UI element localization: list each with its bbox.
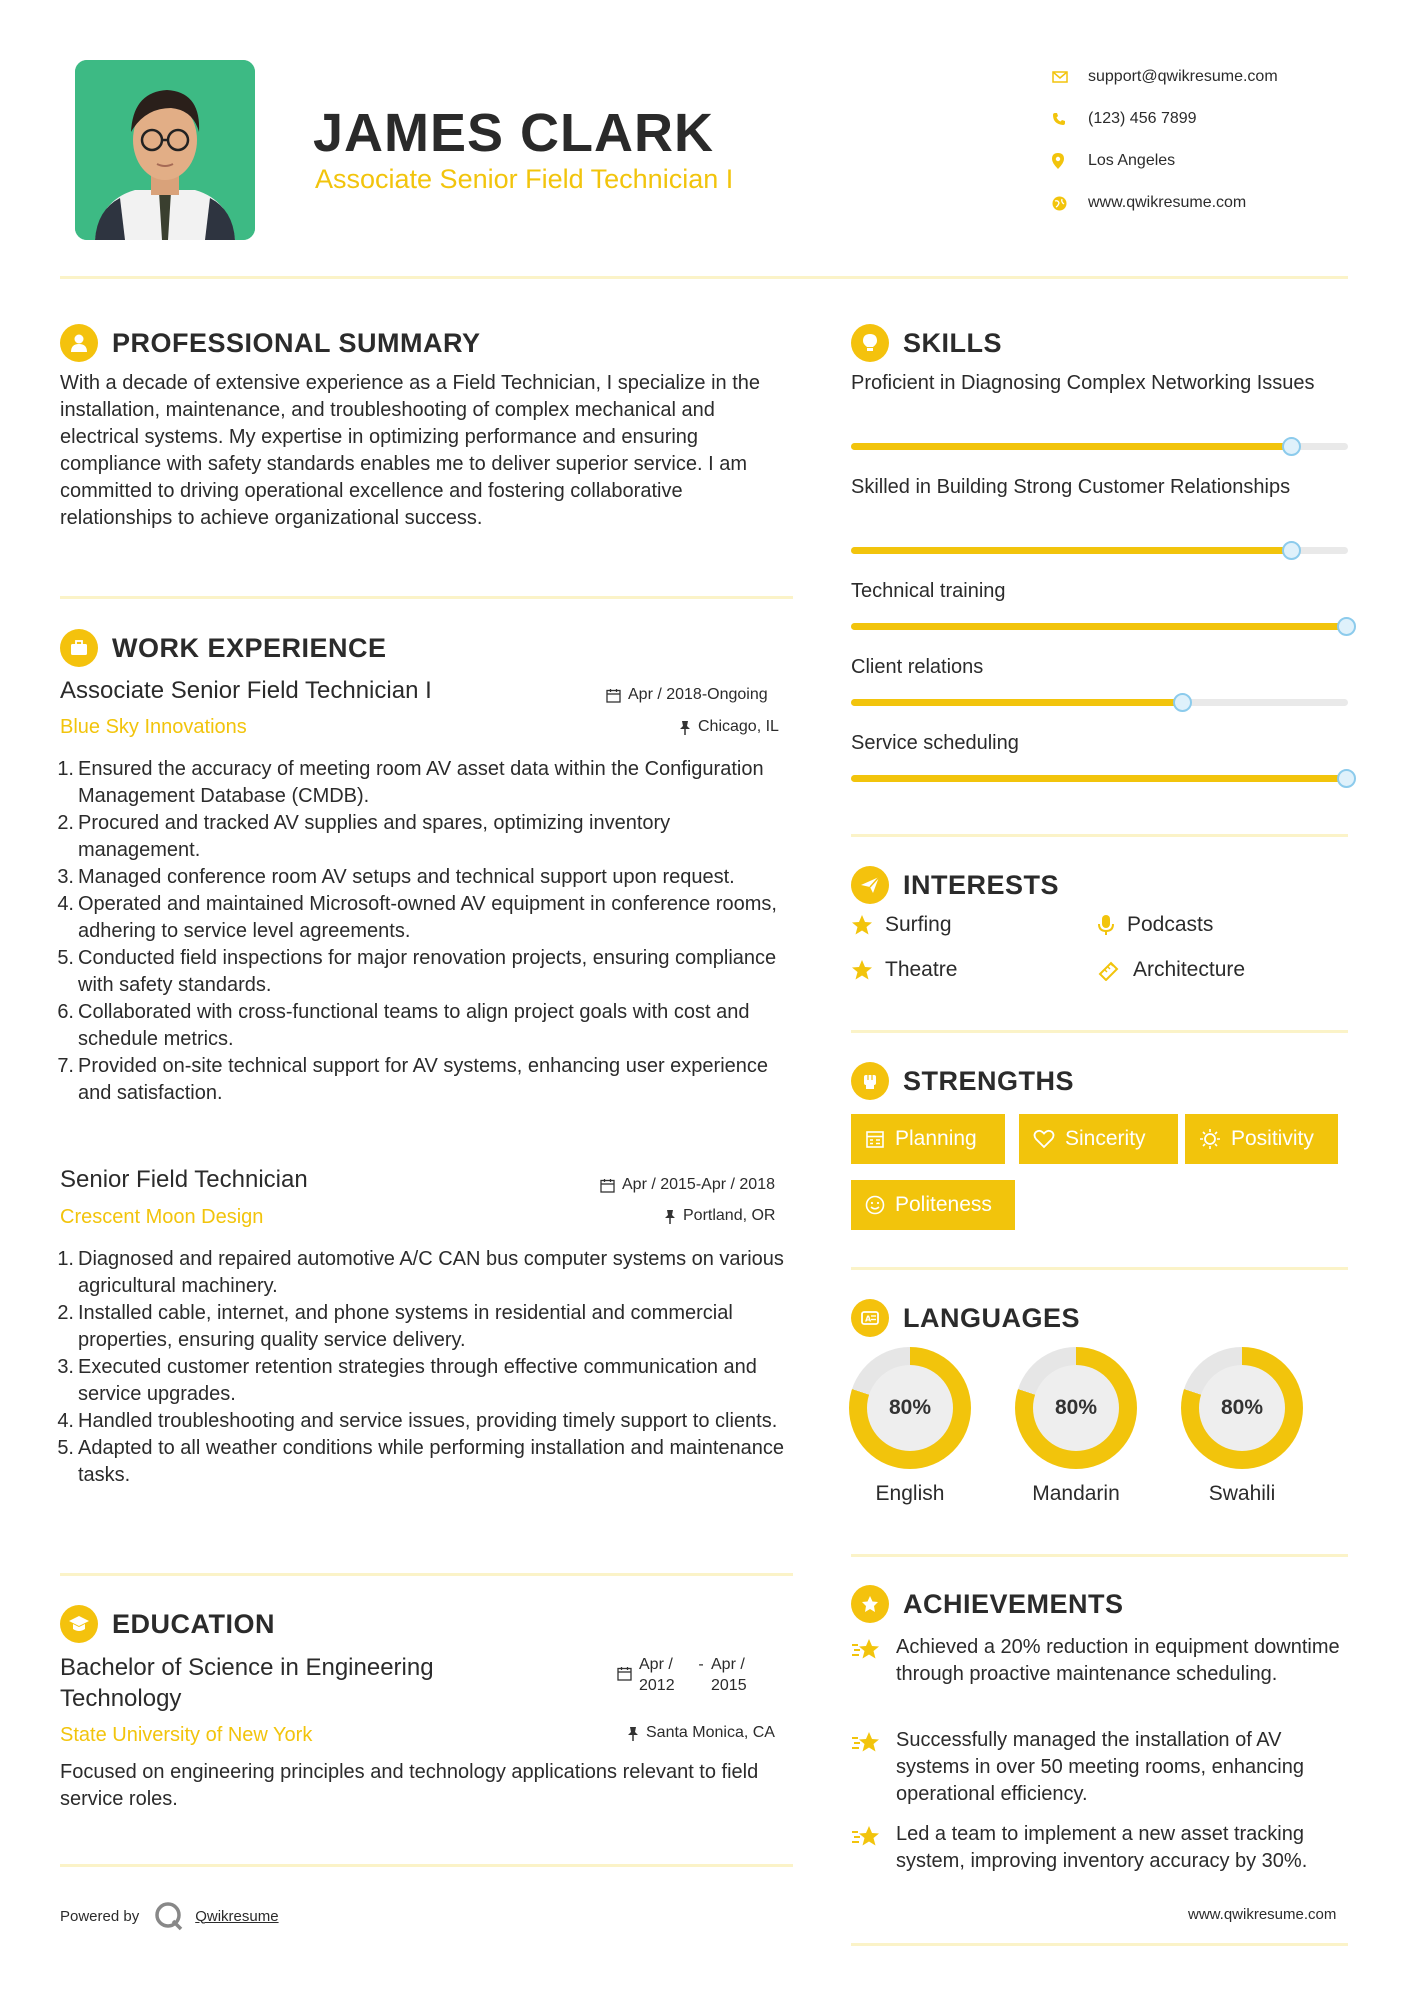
job-date-2 — [600, 1176, 775, 1194]
sun-icon — [1199, 1128, 1221, 1150]
heart-icon — [1033, 1129, 1055, 1149]
interest-theatre: Theatre — [851, 958, 957, 982]
qwikresume-link[interactable]: Qwikresume — [195, 1907, 279, 1925]
list-item: 5. Adapted to all weather conditions while performing installation and maintenance tasks. — [57, 1437, 784, 1486]
skill-name-3: Technical training — [851, 580, 1006, 602]
fist-icon — [851, 1062, 889, 1100]
skill-bar-4 — [851, 699, 1348, 706]
summary-text: With a decade of extensive experience as a Field Technician, I specialize in the installation, maintenance, and troubleshooting of complex mechanical and electrical systems. My expertise in optimizing performance and ensuring compliance with safety standards enables me to deliver superior service. I am committed to driving operational excellence and fostering collaborative relationships to achieve organizational success. — [60, 372, 761, 529]
location-pin-icon — [1050, 153, 1088, 169]
skill-bar-fill — [851, 443, 1293, 450]
pushpin-icon — [664, 1209, 676, 1224]
skill-name-4: Client relations — [851, 656, 984, 678]
interest-surfing: Surfing — [851, 913, 952, 937]
job-title-2: Senior Field Technician — [60, 1166, 308, 1193]
skill-bar-3 — [851, 623, 1348, 630]
list-item: 4. Operated and maintained Microsoft-owned AV equipment in conference rooms, adhering to service level agreements. — [57, 893, 777, 942]
powered-by — [60, 1900, 279, 1932]
summary-heading: PROFESSIONAL SUMMARY — [112, 327, 481, 358]
calendar-icon — [617, 1666, 632, 1681]
globe-icon — [1050, 196, 1088, 211]
user-icon — [60, 324, 98, 362]
contact-email[interactable] — [1050, 56, 1390, 98]
lightbulb-icon — [851, 324, 889, 362]
strength-sincerity: Sincerity — [1019, 1114, 1178, 1164]
list-item: 5. Conducted field inspections for major renovation projects, ensuring compliance with safety standards. — [57, 947, 777, 996]
language-percent-1: 80% — [867, 1365, 953, 1451]
skill-bar-fill — [851, 699, 1184, 706]
skill-bar-knob — [1282, 437, 1301, 456]
language-name-1: English — [875, 1482, 945, 1505]
experience-divider — [60, 1573, 793, 1576]
candidate-title: Associate Senior Field Technician I — [315, 164, 734, 194]
contact-phone-text: (123) 456 7899 — [1088, 110, 1197, 127]
language-ring-3 — [1181, 1347, 1303, 1469]
skill-bar-2 — [851, 547, 1348, 554]
skills-heading: SKILLS — [903, 327, 1003, 358]
interests-divider — [851, 1030, 1348, 1033]
education-divider — [60, 1864, 793, 1867]
interests-heading: INTERESTS — [903, 869, 1060, 900]
pushpin-icon — [627, 1726, 639, 1741]
summary-divider — [60, 596, 793, 599]
smile-icon — [865, 1195, 885, 1215]
paper-plane-icon — [851, 866, 889, 904]
language-ring-1 — [849, 1347, 971, 1469]
calendar-icon — [865, 1129, 885, 1149]
date-separator: - — [698, 1656, 704, 1673]
interest-podcasts: Podcasts — [1097, 913, 1213, 937]
skill-name-2: Skilled in Building Strong Customer Relationships — [851, 476, 1291, 498]
medal-star-icon — [851, 1585, 889, 1623]
experience-section-heading — [60, 629, 387, 667]
interests-section-heading — [851, 866, 1059, 904]
list-item: 2. Installed cable, internet, and phone systems in residential and commercial properties, ensuring quality service delivery. — [57, 1302, 733, 1351]
contact-website[interactable] — [1050, 182, 1390, 224]
contact-phone[interactable] — [1050, 98, 1390, 140]
contact-location-text: Los Angeles — [1088, 152, 1176, 169]
job-location-2 — [664, 1207, 775, 1225]
powered-by-text: Powered by — [60, 1907, 140, 1925]
list-item: 1. Diagnosed and repaired automotive A/C CAN bus computer systems on various agricultural machinery. — [57, 1248, 784, 1297]
skill-bar-knob — [1337, 617, 1356, 636]
microphone-icon — [1097, 914, 1115, 936]
education-location — [627, 1724, 775, 1742]
contact-website-text: www.qwikresume.com — [1088, 194, 1247, 211]
education-section-heading — [60, 1605, 275, 1643]
job-location-1-text: Chicago, IL — [698, 718, 779, 735]
achievements-heading: ACHIEVEMENTS — [903, 1588, 1124, 1619]
achievement-item-1: Achieved a 20% reduction in equipment downtime through proactive maintenance scheduling. — [851, 1634, 1351, 1688]
footer-website[interactable]: www.qwikresume.com — [1188, 1906, 1337, 1923]
language-name-3: Swahili — [1208, 1482, 1276, 1505]
language-ring-2 — [1015, 1347, 1137, 1469]
education-start-date: Apr / 2012 — [639, 1656, 675, 1694]
skill-bar-5 — [851, 775, 1348, 782]
education-location-text: Santa Monica, CA — [646, 1724, 775, 1741]
achievement-item-3: Led a team to implement a new asset tracking system, improving inventory accuracy by 30%. — [851, 1821, 1351, 1875]
pushpin-icon — [679, 720, 691, 735]
education-date — [617, 1654, 763, 1696]
svg-text:A: A — [865, 1314, 872, 1324]
translate-icon — [851, 1299, 889, 1337]
strength-politeness: Politeness — [851, 1180, 1015, 1230]
star-icon — [851, 914, 873, 936]
header-divider — [60, 276, 1348, 279]
list-item: 3. Managed conference room AV setups and technical support upon request. — [57, 866, 735, 888]
job-date-2-text: Apr / 2015-Apr / 2018 — [622, 1176, 775, 1193]
candidate-name: JAMES CLARK — [313, 103, 715, 163]
job-1-bullets — [52, 756, 797, 1107]
education-heading: EDUCATION — [112, 1608, 275, 1639]
job-2-bullets — [52, 1246, 797, 1489]
graduate-icon — [60, 1605, 98, 1643]
interest-architecture: Architecture — [1097, 958, 1245, 982]
language-name-2: Mandarin — [1032, 1482, 1120, 1505]
job-company-1: Blue Sky Innovations — [60, 716, 247, 738]
skill-bar-knob — [1173, 693, 1192, 712]
strengths-section-heading — [851, 1062, 1074, 1100]
job-location-1 — [679, 718, 779, 736]
qwikresume-logo-icon — [153, 1900, 187, 1932]
skill-bar-fill — [851, 775, 1348, 782]
achievements-section-heading — [851, 1585, 1124, 1623]
skill-bar-1 — [851, 443, 1348, 450]
calendar-icon — [606, 688, 621, 703]
star-burst-icon — [851, 1634, 896, 1688]
strength-positivity: Positivity — [1185, 1114, 1338, 1164]
job-title-1: Associate Senior Field Technician I — [60, 677, 432, 704]
contact-location — [1050, 140, 1390, 182]
job-location-2-text: Portland, OR — [683, 1207, 776, 1224]
list-item: 3. Executed customer retention strategies through effective communication and service upgrades. — [57, 1356, 757, 1405]
languages-heading: LANGUAGES — [903, 1302, 1081, 1333]
envelope-icon — [1050, 71, 1088, 83]
profile-photo — [75, 60, 255, 240]
language-percent-3: 80% — [1199, 1365, 1285, 1451]
experience-heading: WORK EXPERIENCE — [112, 632, 387, 663]
language-percent-2: 80% — [1033, 1365, 1119, 1451]
star-burst-icon — [851, 1821, 896, 1875]
education-description: Focused on engineering principles and technology applications relevant to field service roles. — [60, 1761, 759, 1810]
job-date-1 — [606, 686, 768, 704]
skills-section-heading — [851, 324, 1002, 362]
list-item: 6. Collaborated with cross-functional teams to align project goals with cost and schedule metrics. — [57, 1001, 750, 1050]
list-item: 4. Handled troubleshooting and service issues, providing timely support to clients. — [57, 1410, 778, 1432]
languages-section-heading — [851, 1299, 1080, 1337]
education-end-date: Apr / 2015 — [711, 1656, 747, 1694]
list-item: 2. Procured and tracked AV supplies and spares, optimizing inventory management. — [57, 812, 671, 861]
list-item: 7. Provided on-site technical support for AV systems, enhancing user experience and satisfaction. — [57, 1055, 768, 1104]
skill-name-1: Proficient in Diagnosing Complex Networking Issues — [851, 372, 1315, 394]
job-date-1-text: Apr / 2018-Ongoing — [628, 686, 768, 703]
skill-bar-knob — [1282, 541, 1301, 560]
star-burst-icon — [851, 1727, 896, 1808]
strength-planning: Planning — [851, 1114, 1005, 1164]
phone-icon — [1050, 112, 1088, 126]
skill-bar-knob — [1337, 769, 1356, 788]
strengths-divider — [851, 1267, 1348, 1270]
languages-divider — [851, 1554, 1348, 1557]
contact-email-text: support@qwikresume.com — [1088, 68, 1278, 85]
calendar-icon — [600, 1178, 615, 1193]
strengths-heading: STRENGTHS — [903, 1065, 1075, 1096]
contact-list — [1050, 56, 1390, 224]
school-name: State University of New York — [60, 1724, 313, 1746]
skill-bar-fill — [851, 623, 1348, 630]
achievements-divider — [851, 1943, 1348, 1946]
summary-section-heading — [60, 324, 481, 362]
degree-title: Bachelor of Science in Engineering Technology — [60, 1654, 434, 1712]
achievement-item-2: Successfully managed the installation of AV systems in over 50 meeting rooms, enhancing operational efficiency. — [851, 1727, 1351, 1808]
job-company-2: Crescent Moon Design — [60, 1206, 264, 1228]
skill-name-5: Service scheduling — [851, 732, 1019, 754]
skill-bar-fill — [851, 547, 1293, 554]
skills-divider — [851, 834, 1348, 837]
list-item: 1. Ensured the accuracy of meeting room AV asset data within the Configuration Management Database (CMDB). — [57, 758, 764, 807]
briefcase-icon — [60, 629, 98, 667]
star-icon — [851, 959, 873, 981]
ruler-pencil-icon — [1097, 959, 1121, 981]
